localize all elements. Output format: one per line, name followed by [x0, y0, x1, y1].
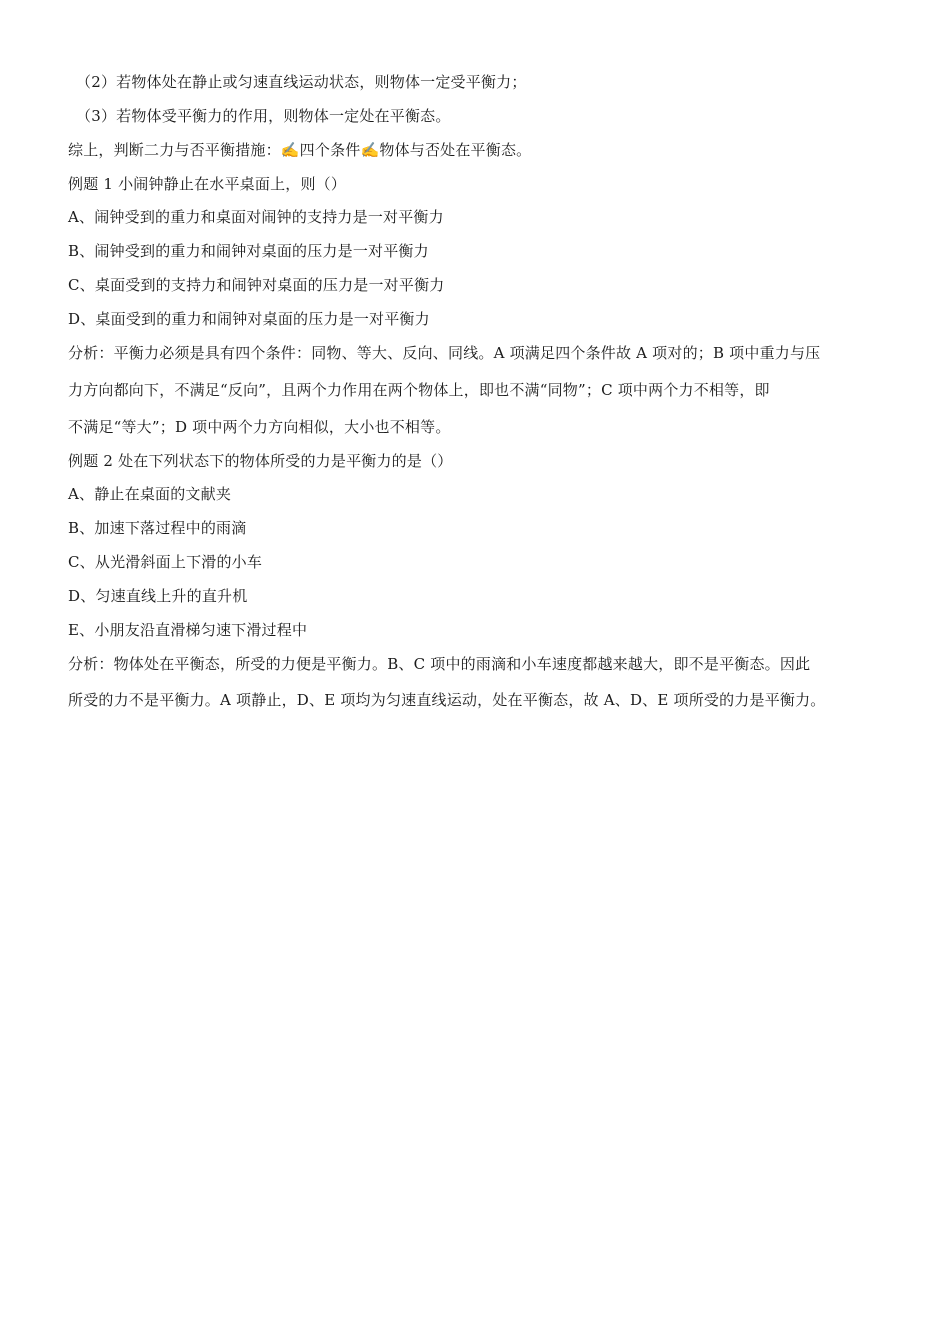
example-1-option-c: C、桌面受到的支持力和闹钟对桌面的压力是一对平衡力: [68, 276, 445, 294]
example-1-option-b: B、闹钟受到的重力和闹钟对桌面的压力是一对平衡力: [68, 242, 429, 260]
example-1-analysis-line-3: 不满足“等大”；D 项中两个力方向相似，大小也不相等。: [68, 418, 451, 436]
condition-line-3: （3）若物体受平衡力的作用，则物体一定处在平衡态。: [76, 107, 451, 125]
example-2-option-d: D、匀速直线上升的直升机: [68, 587, 248, 605]
example-2-option-c: C、从光滑斜面上下滑的小车: [68, 553, 263, 571]
example-2-option-a: A、静止在桌面的文献夹: [68, 485, 232, 503]
example-2-analysis-line-2: 所受的力不是平衡力。A 项静止，D、E 项均为匀速直线运动，处在平衡态，故 A、D、E 项所受的力是平衡力。: [68, 691, 826, 709]
example-2-option-b: B、加速下落过程中的雨滴: [68, 519, 247, 537]
example-2-analysis-line-1: 分析：物体处在平衡态，所受的力便是平衡力。B、C 项中的雨滴和小车速度都越来越大，即不是平衡态。因此: [68, 655, 811, 673]
example-2-question: 例题 2 处在下列状态下的物体所受的力是平衡力的是（）: [68, 452, 453, 470]
example-1-analysis-line-2: 力方向都向下，不满足“反向”，且两个力作用在两个物体上，即也不满“同物”；C 项中两个力不相等，即: [68, 381, 770, 399]
example-2-option-e: E、小朋友沿直滑梯匀速下滑过程中: [68, 621, 308, 639]
example-1-option-d: D、桌面受到的重力和闹钟对桌面的压力是一对平衡力: [68, 310, 430, 328]
summary-line: 综上，判断二力与否平衡措施：✍四个条件✍物体与否处在平衡态。: [68, 141, 532, 159]
example-1-option-a: A、闹钟受到的重力和桌面对闹钟的支持力是一对平衡力: [68, 208, 444, 226]
example-1-analysis-line-1: 分析：平衡力必须是具有四个条件：同物、等大、反向、同线。A 项满足四个条件故 A 项对的；B 项中重力与压: [68, 344, 821, 362]
condition-line-2: （2）若物体处在静止或匀速直线运动状态，则物体一定受平衡力；: [76, 73, 527, 91]
example-1-question: 例题 1 小闹钟静止在水平桌面上，则（）: [68, 175, 347, 193]
